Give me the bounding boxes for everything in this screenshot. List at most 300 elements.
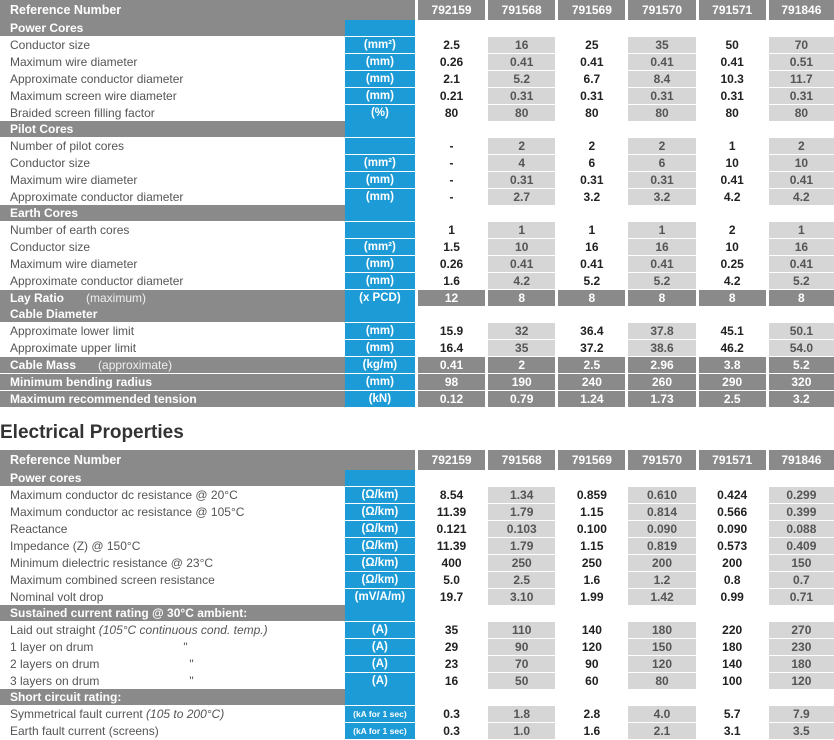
value-cell-empty — [699, 205, 766, 221]
reference-number-cell: 791570 — [628, 450, 695, 470]
reference-number-cell: 791846 — [769, 0, 834, 20]
value-cell: 190 — [488, 373, 555, 390]
reference-number-cell: 791568 — [488, 0, 555, 20]
row-label-text: Maximum recommended tension — [10, 392, 197, 406]
value-cell-empty — [769, 205, 834, 221]
value-cell: 1.8 — [488, 705, 555, 722]
row-label — [0, 70, 345, 87]
value-cell: 11.39 — [418, 537, 485, 554]
value-cell-empty — [418, 470, 485, 486]
table-row — [0, 339, 834, 356]
row-label — [0, 705, 345, 722]
value-cell: 2.5 — [418, 36, 485, 53]
value-cell: 1.6 — [418, 272, 485, 289]
value-cell-empty — [769, 689, 834, 705]
row-label-text: Earth fault current (screens) — [10, 724, 159, 738]
row-label-text: Conductor size — [10, 156, 91, 170]
value-cell: 150 — [628, 638, 695, 655]
value-cell: 0.12 — [418, 390, 485, 407]
value-cell: 0.121 — [418, 520, 485, 537]
value-cell-empty — [769, 605, 834, 621]
value-cell: 0.814 — [628, 503, 695, 520]
table-row — [0, 289, 834, 306]
value-cell: 36.4 — [558, 322, 625, 339]
value-cell: 8 — [699, 289, 766, 306]
table-row — [0, 486, 834, 503]
value-cell: 10.3 — [699, 70, 766, 87]
row-label-text: Maximum conductor ac resistance @ 105°C — [10, 505, 245, 519]
value-cell: 6.7 — [558, 70, 625, 87]
ditto-mark: " — [183, 640, 188, 654]
value-cell: 10 — [769, 154, 834, 171]
value-cell: 0.31 — [769, 87, 834, 104]
unit-cell: (mm) — [345, 70, 415, 87]
value-cell-empty — [558, 306, 625, 322]
unit-cell-empty — [345, 205, 415, 221]
row-label — [0, 373, 345, 390]
value-cell-empty — [628, 689, 695, 705]
row-label — [0, 638, 345, 655]
value-cell: 2 — [488, 356, 555, 373]
value-cell: 400 — [418, 554, 485, 571]
table-row — [0, 238, 834, 255]
value-cell: 50.1 — [769, 322, 834, 339]
row-label — [0, 104, 345, 121]
reference-number-cell: 791568 — [488, 450, 555, 470]
unit-cell: (Ω/km) — [345, 554, 415, 571]
table-row — [0, 171, 834, 188]
unit-cell: (mm) — [345, 171, 415, 188]
section-heading-electrical-properties: Electrical Properties — [0, 422, 184, 443]
value-cell: 1.34 — [488, 486, 555, 503]
value-cell: 37.8 — [628, 322, 695, 339]
value-cell: 0.41 — [488, 255, 555, 272]
row-label-text: Approximate conductor diameter — [10, 72, 184, 86]
row-label — [0, 339, 345, 356]
value-cell-empty — [699, 605, 766, 621]
row-label-text: Reactance — [10, 522, 68, 536]
value-cell-empty — [418, 121, 485, 137]
row-label-text: Maximum wire diameter — [10, 55, 138, 69]
row-label — [0, 36, 345, 53]
value-cell: 2.96 — [628, 356, 695, 373]
value-cell: 3.2 — [558, 188, 625, 205]
value-cell-empty — [558, 605, 625, 621]
section-header-row — [0, 121, 834, 137]
value-cell-empty — [418, 20, 485, 36]
value-cell: 0.31 — [628, 87, 695, 104]
unit-cell-empty — [345, 605, 415, 621]
value-cell: 0.103 — [488, 520, 555, 537]
value-cell-empty — [769, 121, 834, 137]
value-cell: 90 — [488, 638, 555, 655]
value-cell: 80 — [628, 672, 695, 689]
row-label-text: Minimum dielectric resistance @ 23°C — [10, 556, 214, 570]
value-cell: 4 — [488, 154, 555, 171]
row-label-text: Approximate conductor diameter — [10, 190, 184, 204]
unit-cell: (kg/m) — [345, 356, 415, 373]
value-cell: 250 — [558, 554, 625, 571]
value-cell: 0.3 — [418, 722, 485, 739]
row-label — [0, 655, 345, 672]
value-cell: 0.299 — [769, 486, 834, 503]
table-row — [0, 188, 834, 205]
value-cell: 8 — [769, 289, 834, 306]
value-cell: 2 — [558, 137, 625, 154]
value-cell: 46.2 — [699, 339, 766, 356]
value-cell: 180 — [628, 621, 695, 638]
value-cell: 8 — [558, 289, 625, 306]
value-cell: 0.088 — [769, 520, 834, 537]
unit-cell: (mm²) — [345, 238, 415, 255]
unit-cell: (kN) — [345, 390, 415, 407]
value-cell: 200 — [628, 554, 695, 571]
value-cell: 4.2 — [699, 188, 766, 205]
unit-cell-empty — [345, 20, 415, 36]
row-label-text: Conductor size — [10, 240, 91, 254]
value-cell: 1.24 — [558, 390, 625, 407]
value-cell: 3.5 — [769, 722, 834, 739]
value-cell: 10 — [699, 154, 766, 171]
unit-cell: (Ω/km) — [345, 503, 415, 520]
value-cell: 1.5 — [418, 238, 485, 255]
row-label-text: Cable Mass — [10, 358, 77, 372]
row-label-text: Approximate conductor diameter — [10, 274, 184, 288]
row-label — [0, 486, 345, 503]
value-cell: 0.610 — [628, 486, 695, 503]
value-cell-empty — [699, 20, 766, 36]
value-cell-empty — [558, 470, 625, 486]
unit-cell: (Ω/km) — [345, 486, 415, 503]
unit-cell: (%) — [345, 104, 415, 121]
row-label-text: Number of earth cores — [10, 223, 130, 237]
row-label — [0, 621, 345, 638]
value-cell-empty — [558, 121, 625, 137]
value-cell: - — [418, 137, 485, 154]
value-cell: 8.4 — [628, 70, 695, 87]
value-cell: 50 — [699, 36, 766, 53]
value-cell: 23 — [418, 655, 485, 672]
value-cell: 50 — [488, 672, 555, 689]
row-label — [0, 221, 345, 238]
section-title: Cable Diameter — [0, 306, 345, 322]
value-cell: 0.51 — [769, 53, 834, 70]
value-cell: 1.73 — [628, 390, 695, 407]
value-cell: 220 — [699, 621, 766, 638]
value-cell: 0.71 — [769, 588, 834, 605]
value-cell: 240 — [558, 373, 625, 390]
reference-number-cell: 791570 — [628, 0, 695, 20]
row-label-text: Impedance (Z) @ 150°C — [10, 539, 141, 553]
value-cell: 7.9 — [769, 705, 834, 722]
section-title: Power Cores — [0, 20, 345, 36]
value-cell: 1.15 — [558, 537, 625, 554]
row-label-text: Maximum wire diameter — [10, 173, 138, 187]
value-cell: 4.2 — [488, 272, 555, 289]
unit-cell: (A) — [345, 638, 415, 655]
value-cell: 1 — [628, 221, 695, 238]
table-row — [0, 520, 834, 537]
value-cell: 80 — [488, 104, 555, 121]
value-cell-empty — [488, 306, 555, 322]
row-label — [0, 255, 345, 272]
reference-number-cell: 792159 — [418, 0, 485, 20]
value-cell: 2 — [769, 137, 834, 154]
value-cell: 2 — [699, 221, 766, 238]
value-cell: 2 — [628, 137, 695, 154]
value-cell: 16.4 — [418, 339, 485, 356]
value-cell: 140 — [558, 621, 625, 638]
ditto-mark: " — [189, 657, 194, 671]
row-label — [0, 722, 345, 739]
reference-number-cell: 791571 — [699, 450, 766, 470]
value-cell: 4.0 — [628, 705, 695, 722]
table-row — [0, 390, 834, 407]
value-cell: 8 — [628, 289, 695, 306]
value-cell: 15.9 — [418, 322, 485, 339]
value-cell: 5.2 — [488, 70, 555, 87]
value-cell: 16 — [769, 238, 834, 255]
unit-cell: (mm) — [345, 87, 415, 104]
value-cell: 0.41 — [418, 356, 485, 373]
value-cell: 16 — [558, 238, 625, 255]
table-row — [0, 322, 834, 339]
value-cell: 10 — [488, 238, 555, 255]
value-cell: 16 — [628, 238, 695, 255]
value-cell: 3.1 — [699, 722, 766, 739]
value-cell: 0.79 — [488, 390, 555, 407]
row-label — [0, 356, 345, 373]
value-cell: 12 — [418, 289, 485, 306]
value-cell-empty — [418, 689, 485, 705]
table-row — [0, 722, 834, 739]
value-cell: 16 — [418, 672, 485, 689]
value-cell: 80 — [558, 104, 625, 121]
value-cell: 11.39 — [418, 503, 485, 520]
value-cell: 0.7 — [769, 571, 834, 588]
value-cell: 140 — [699, 655, 766, 672]
row-label-text: Symmetrical fault current — [10, 707, 143, 721]
row-label-condition: (105 to 200°C) — [146, 707, 225, 721]
row-label-text: Laid out straight — [10, 623, 96, 637]
value-cell: 1 — [418, 221, 485, 238]
table-row — [0, 53, 834, 70]
value-cell: 80 — [699, 104, 766, 121]
value-cell: 25 — [558, 36, 625, 53]
table-row — [0, 373, 834, 390]
table-row — [0, 154, 834, 171]
value-cell: 0.26 — [418, 53, 485, 70]
value-cell: 4.2 — [699, 272, 766, 289]
value-cell: 19.7 — [418, 588, 485, 605]
reference-number-cell: 791569 — [558, 0, 625, 20]
value-cell: 1 — [558, 221, 625, 238]
value-cell: 60 — [558, 672, 625, 689]
unit-cell — [345, 137, 415, 154]
row-label-qualifier: (maximum) — [86, 291, 147, 305]
value-cell: 70 — [769, 36, 834, 53]
value-cell: 1 — [769, 221, 834, 238]
table-row — [0, 503, 834, 520]
row-label-qualifier: (approximate) — [98, 358, 173, 372]
unit-cell: (mm) — [345, 272, 415, 289]
value-cell: 37.2 — [558, 339, 625, 356]
value-cell: 11.7 — [769, 70, 834, 87]
section-title: Pilot Cores — [0, 121, 345, 137]
value-cell: 1.42 — [628, 588, 695, 605]
value-cell: 0.99 — [699, 588, 766, 605]
value-cell: 5.0 — [418, 571, 485, 588]
unit-cell: (A) — [345, 655, 415, 672]
row-label-text: Maximum combined screen resistance — [10, 573, 215, 587]
row-label-text: Maximum wire diameter — [10, 257, 138, 271]
section-header-row — [0, 205, 834, 221]
value-cell: 0.8 — [699, 571, 766, 588]
unit-cell: (kA for 1 sec) — [345, 722, 415, 739]
value-cell: 80 — [418, 104, 485, 121]
value-cell: 270 — [769, 621, 834, 638]
value-cell: 200 — [699, 554, 766, 571]
row-label-text: Number of pilot cores — [10, 139, 125, 153]
unit-cell — [345, 221, 415, 238]
value-cell-empty — [628, 470, 695, 486]
value-cell: 0.41 — [558, 255, 625, 272]
value-cell: 80 — [628, 104, 695, 121]
unit-cell-empty — [345, 306, 415, 322]
row-label-text: Approximate lower limit — [10, 324, 135, 338]
value-cell: 230 — [769, 638, 834, 655]
value-cell: 0.21 — [418, 87, 485, 104]
value-cell: 2.1 — [628, 722, 695, 739]
value-cell: 320 — [769, 373, 834, 390]
value-cell-empty — [418, 205, 485, 221]
row-label — [0, 171, 345, 188]
section-title: Power cores — [0, 470, 345, 486]
section-title: Short circuit rating: — [0, 689, 345, 705]
value-cell: 100 — [699, 672, 766, 689]
value-cell: 70 — [488, 655, 555, 672]
value-cell: 0.25 — [699, 255, 766, 272]
value-cell: 2.5 — [488, 571, 555, 588]
reference-number-label: Reference Number — [0, 0, 415, 20]
value-cell: 10 — [699, 238, 766, 255]
value-cell-empty — [628, 20, 695, 36]
value-cell-empty — [558, 20, 625, 36]
value-cell-empty — [769, 306, 834, 322]
value-cell: 110 — [488, 621, 555, 638]
value-cell: 0.41 — [628, 53, 695, 70]
value-cell: 120 — [628, 655, 695, 672]
value-cell: 1.79 — [488, 537, 555, 554]
row-label-text: Minimum bending radius — [10, 375, 153, 389]
table-row — [0, 705, 834, 722]
value-cell-empty — [628, 205, 695, 221]
row-label — [0, 537, 345, 554]
value-cell: 0.31 — [488, 171, 555, 188]
row-label-text: 3 layers on drum — [10, 674, 100, 688]
row-label — [0, 571, 345, 588]
value-cell-empty — [699, 689, 766, 705]
unit-cell-empty — [345, 470, 415, 486]
value-cell: 35 — [628, 36, 695, 53]
row-label — [0, 554, 345, 571]
table-row — [0, 537, 834, 554]
unit-cell: (mm²) — [345, 154, 415, 171]
value-cell-empty — [488, 121, 555, 137]
value-cell: 0.573 — [699, 537, 766, 554]
value-cell: 38.6 — [628, 339, 695, 356]
row-label-text: Nominal volt drop — [10, 590, 104, 604]
row-label-text: 1 layer on drum — [10, 640, 94, 654]
row-label — [0, 137, 345, 154]
value-cell-empty — [558, 205, 625, 221]
value-cell: 1.6 — [558, 722, 625, 739]
table-row — [0, 36, 834, 53]
value-cell: 0.31 — [558, 87, 625, 104]
reference-number-label: Reference Number — [0, 450, 415, 470]
value-cell: 1.2 — [628, 571, 695, 588]
unit-cell: (mm) — [345, 322, 415, 339]
value-cell: 0.31 — [628, 171, 695, 188]
value-cell: 6 — [558, 154, 625, 171]
value-cell: 0.31 — [699, 87, 766, 104]
value-cell: 250 — [488, 554, 555, 571]
value-cell: 2.5 — [699, 390, 766, 407]
section-header-row — [0, 20, 834, 36]
value-cell: 98 — [418, 373, 485, 390]
value-cell: 5.7 — [699, 705, 766, 722]
table-row — [0, 104, 834, 121]
value-cell: 1.6 — [558, 571, 625, 588]
value-cell: 0.566 — [699, 503, 766, 520]
row-label — [0, 272, 345, 289]
value-cell: 0.409 — [769, 537, 834, 554]
row-label — [0, 238, 345, 255]
table-row — [0, 655, 834, 672]
value-cell: 1.99 — [558, 588, 625, 605]
row-label-text: Approximate upper limit — [10, 341, 137, 355]
unit-cell: (Ω/km) — [345, 571, 415, 588]
section-header-row — [0, 470, 834, 486]
row-label — [0, 53, 345, 70]
value-cell: 0.41 — [488, 53, 555, 70]
row-label-text: 2 layers on drum — [10, 657, 100, 671]
unit-cell: (mm) — [345, 373, 415, 390]
reference-number-cell: 791569 — [558, 450, 625, 470]
table-row — [0, 356, 834, 373]
value-cell: 16 — [488, 36, 555, 53]
unit-cell: (mm) — [345, 255, 415, 272]
row-label — [0, 503, 345, 520]
value-cell: 2.5 — [558, 356, 625, 373]
value-cell: 0.41 — [769, 255, 834, 272]
value-cell-empty — [418, 306, 485, 322]
value-cell: 0.090 — [628, 520, 695, 537]
value-cell-empty — [488, 205, 555, 221]
value-cell: 3.2 — [769, 390, 834, 407]
row-label — [0, 322, 345, 339]
value-cell: 90 — [558, 655, 625, 672]
value-cell: 0.41 — [699, 53, 766, 70]
value-cell: 1.15 — [558, 503, 625, 520]
ditto-mark: " — [189, 674, 194, 688]
row-label-text: Lay Ratio — [10, 291, 65, 305]
header-row — [0, 0, 834, 20]
value-cell: 5.2 — [769, 356, 834, 373]
row-label — [0, 672, 345, 689]
unit-cell: (mm²) — [345, 36, 415, 53]
value-cell: 0.41 — [558, 53, 625, 70]
